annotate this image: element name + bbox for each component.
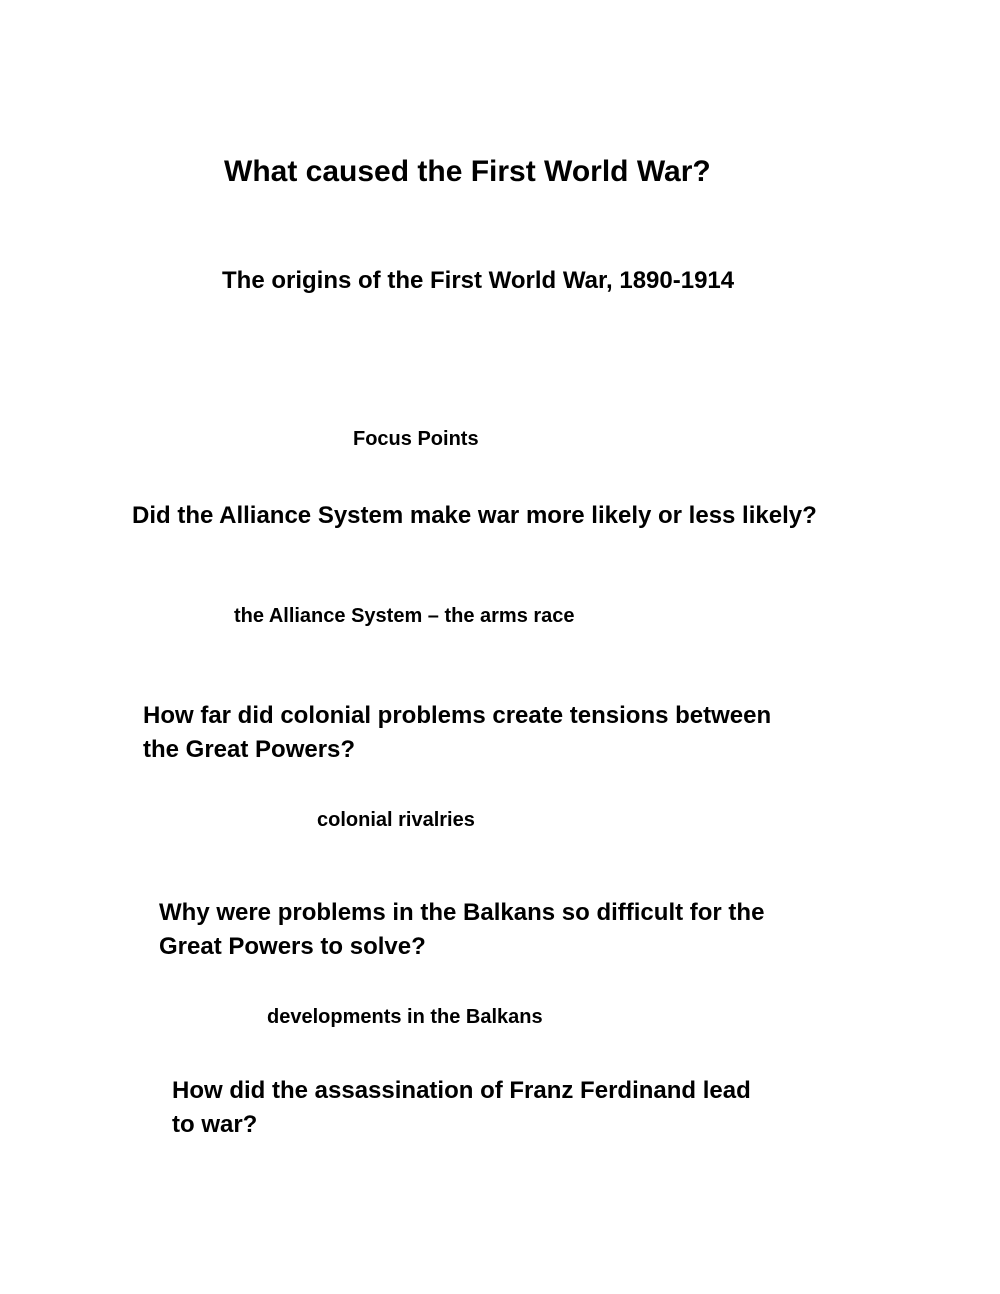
focus-topic-colonial: colonial rivalries xyxy=(317,809,475,831)
focus-question-alliance xyxy=(132,504,817,528)
question-line: to war? xyxy=(172,1111,258,1138)
question-line: the Great Powers? xyxy=(143,736,356,763)
question-line: Great Powers to solve? xyxy=(159,933,426,960)
question-line: How did the assassination of Franz Ferdinand lead xyxy=(172,1077,751,1104)
focus-question-balkans xyxy=(159,896,859,964)
page-title: What caused the First World War? xyxy=(224,155,711,188)
focus-topic-balkans: developments in the Balkans xyxy=(267,1006,543,1028)
focus-topic-alliance: the Alliance System – the arms race xyxy=(234,605,575,627)
question-line: Why were problems in the Balkans so difficult for the xyxy=(159,899,765,926)
question-line: How far did colonial problems create tensions between xyxy=(143,702,772,729)
page-subtitle: The origins of the First World War, 1890-1914 xyxy=(222,267,735,294)
focus-points-heading: Focus Points xyxy=(353,428,479,450)
focus-question-colonial xyxy=(143,699,843,767)
focus-question-assassination xyxy=(172,1074,812,1142)
question-line: Did the Alliance System make war more likely or less likely? xyxy=(132,502,817,529)
